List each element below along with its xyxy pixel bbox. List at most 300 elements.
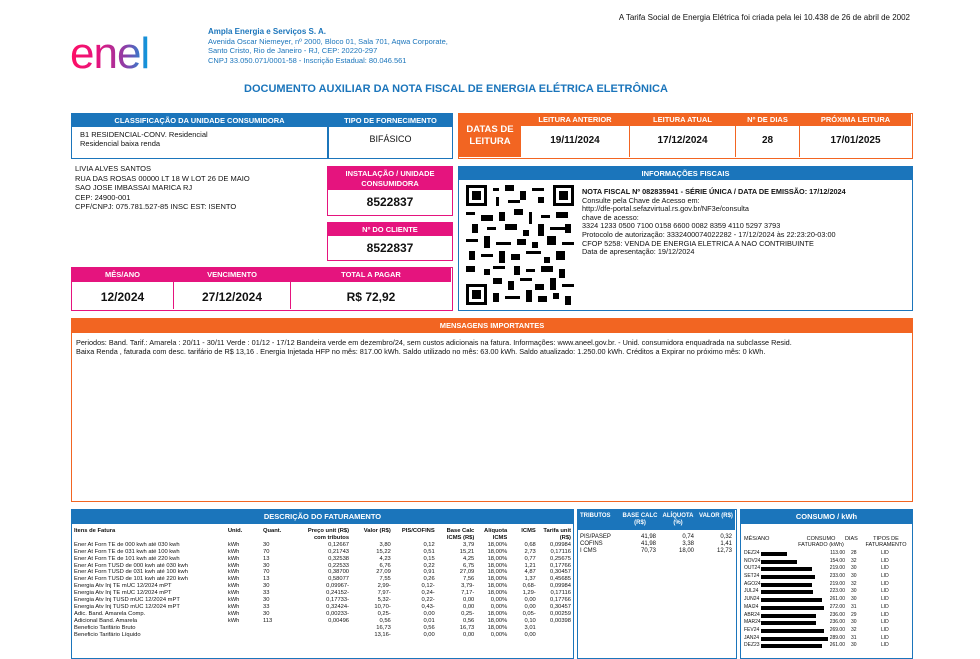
- fat-h4: Valor (R$): [363, 528, 391, 534]
- consumo-dias: 31: [851, 603, 857, 610]
- consumo-value: 261.00: [829, 596, 845, 603]
- consumo-bar: [761, 598, 822, 602]
- table-row: [72, 549, 573, 556]
- fiscais-l2: http://dfe-portal.sefazvirtual.rs.gov.br/NF3e/consulta: [582, 204, 749, 214]
- consumo-tipo: LID: [881, 596, 889, 603]
- fat-cell: 27,09: [376, 569, 391, 576]
- fat-cell: 0,30457: [550, 569, 571, 576]
- cliente-nome: LIVIA ALVES SANTOS: [75, 164, 152, 173]
- company-info: [208, 27, 448, 65]
- fat-cell: 0,01: [423, 617, 435, 624]
- consumo-value: 219.00: [829, 565, 845, 572]
- doc-title: DOCUMENTO AUXILIAR DA NOTA FISCAL DE ENERGIA ELÉTRICA ELETRÔNICA: [244, 83, 668, 95]
- classificacao-box: [71, 113, 328, 159]
- faturamento-label: DESCRIÇÃO DO FATURAMENTO: [72, 510, 573, 524]
- fat-cell: Beneficio Tarifário Líquido: [74, 631, 141, 638]
- tributo-cell: 12,73: [716, 548, 732, 554]
- cliente-endereco2: SAO JOSE IMBASSAI MARICA RJ: [75, 183, 193, 193]
- fat-cell: 0,24152-: [326, 590, 350, 597]
- tributo-cell: 1,41: [720, 541, 732, 547]
- consumo-tipo: LID: [881, 642, 889, 649]
- fat-cell: Ener At Forn TE de 031 kwh até 100 kwh: [74, 548, 180, 555]
- total-label: TOTAL A PAGAR: [291, 268, 451, 282]
- leitura-atual-label: LEITURA ATUAL: [630, 114, 735, 126]
- fat-cell: 0,00%: [490, 631, 508, 638]
- fat-cell: 7,56: [462, 576, 475, 583]
- fat-cell: 0,09984: [550, 541, 571, 548]
- company-address2: Santo Cristo, Rio de Janeiro - RJ, CEP: 20220-297: [208, 46, 378, 55]
- fat-cell: 7,55: [379, 576, 391, 583]
- fat-cell: kWh: [227, 617, 240, 624]
- fat-cell: 13: [262, 555, 270, 562]
- fiscais-l4: 3324 1233 0500 7100 0158 6600 0082 8359 4110 5297 3793: [582, 221, 781, 231]
- table-row: [72, 597, 573, 604]
- fat-cell: 0,32538: [328, 555, 350, 562]
- leitura-title: DATAS DE LEITURA: [459, 114, 521, 157]
- consumo-tipo: LID: [881, 619, 889, 626]
- fat-cell: 1,37: [524, 576, 536, 583]
- consumo-month: DEZ24: [744, 550, 760, 556]
- fat-cell: Energia Atv Inj TE mUC 12/2024 mPT: [74, 583, 172, 590]
- fat-cell: 0,25-: [377, 610, 391, 617]
- consumo-dias: 32: [851, 557, 857, 564]
- fat-cell: 0,17733-: [326, 597, 350, 604]
- fat-cell: 0,58077: [328, 576, 350, 583]
- fat-cell: kWh: [227, 569, 240, 576]
- fat-cell: 3,80: [379, 541, 391, 548]
- fat-cell: 0,12667: [328, 541, 350, 548]
- fat-cell: 70: [262, 548, 270, 555]
- leitura-anterior: 19/11/2024: [550, 135, 600, 146]
- table-row: [72, 576, 573, 583]
- fat-cell: 0,38700: [328, 569, 350, 576]
- fat-cell: Ener At Forn TE de 101 kwh até 220 kwh: [74, 555, 180, 562]
- fat-cell: 18,00%: [487, 562, 508, 569]
- fat-cell: Ener At Forn TUSD de 000 kwh até 030 kwh: [74, 562, 188, 569]
- consumo-dias: 32: [851, 580, 857, 587]
- tributo-cell: 41,98: [640, 541, 656, 547]
- leitura-dias: 28: [761, 135, 774, 146]
- fat-cell: 13: [262, 576, 270, 583]
- consumo-value: 223.00: [829, 588, 845, 595]
- consumo-month: MAR24: [744, 619, 761, 626]
- fat-cell: 0,00: [423, 631, 435, 638]
- consumo-month: SET24: [744, 573, 760, 580]
- tributo-row: [578, 548, 735, 555]
- fat-cell: 33: [262, 603, 270, 610]
- fat-cell: 0,12: [423, 541, 435, 548]
- faturamento-box: [71, 509, 574, 659]
- fiscais-l5: Protocolo de autorização: 3332400074022282 - 17/12/2024 às 22:23:20-03:00: [582, 229, 836, 239]
- consumo-tipo: LID: [881, 557, 889, 564]
- consumo-bar: [761, 583, 812, 587]
- fat-cell: Beneficio Tarifário Bruto: [74, 624, 136, 631]
- consumo-dias: 29: [851, 611, 857, 618]
- tributo-cell: COFINS: [580, 541, 603, 547]
- fat-cell: 0,43-: [421, 603, 435, 610]
- mensagens-label: MENSAGENS IMPORTANTES: [72, 319, 912, 333]
- svg-text:enel: enel: [70, 29, 150, 76]
- consumo-row: [741, 573, 911, 581]
- cliente-cpf: CPF/CNPJ: 075.781.527-85 INSC EST: ISENTO: [75, 202, 237, 212]
- instalacao-value: 8522837: [366, 195, 414, 209]
- fat-h8: ICMS: [521, 528, 536, 534]
- fat-cell: kWh: [227, 548, 240, 555]
- fat-cell: 0,00%: [490, 597, 508, 604]
- tributo-cell: I CMS: [580, 548, 597, 554]
- fat-cell: kWh: [227, 590, 240, 597]
- fat-cell: 27,09: [459, 569, 475, 576]
- tributos-rows: [578, 534, 735, 555]
- fat-cell: 0,00259: [550, 610, 571, 617]
- fat-cell: Ener At Forn TUSD de 101 kwh até 220 kwh: [74, 576, 188, 583]
- mensagens-box: [71, 318, 913, 502]
- fat-cell: 0,09984: [550, 583, 571, 590]
- fiscais-box: [458, 166, 913, 311]
- fiscais-l1: Consulte pela Chave de Acesso em:: [582, 195, 700, 205]
- fat-cell: [538, 625, 573, 632]
- consumo-tipo: LID: [881, 550, 889, 556]
- fiscais-l7: Data de apresentação: 19/12/2024: [582, 247, 695, 257]
- fat-cell: 0,24-: [421, 590, 435, 597]
- fat-cell: kWh: [227, 576, 240, 583]
- fat-h2: Quant.: [262, 528, 282, 534]
- fat-cell: kWh: [227, 610, 240, 617]
- fat-cell: 0,22-: [421, 597, 435, 604]
- fat-h6: Base Calc ICMS (R$): [446, 528, 475, 541]
- fat-cell: 30: [262, 583, 270, 590]
- consumo-tipo: LID: [881, 603, 889, 610]
- fat-cell: kWh: [227, 562, 240, 569]
- tributos-box: [577, 509, 737, 659]
- fat-cell: 18,00%: [487, 583, 508, 590]
- fiscais-l6: CFOP 5258: VENDA DE ENERGIA ELETRICA A NAO CONTRIBUINTE: [582, 238, 814, 248]
- num-cliente-label: Nº DO CLIENTE: [328, 223, 452, 236]
- fat-cell: 0,17766: [550, 562, 571, 569]
- fat-cell: 0,15: [423, 555, 435, 562]
- table-row: [72, 569, 573, 576]
- fat-cell: 0,12-: [421, 583, 435, 590]
- consumo-dias: 30: [851, 642, 857, 649]
- consumo-bar: [761, 621, 816, 625]
- fat-cell: 2,73: [524, 548, 536, 555]
- consumo-dias: 30: [851, 573, 857, 580]
- fat-cell: 30: [262, 541, 270, 548]
- fat-cell: 0,30457: [550, 603, 571, 610]
- fat-cell: 0,32424-: [326, 603, 350, 610]
- fat-cell: 0,00: [423, 610, 435, 617]
- classificacao-line2: Residencial baixa renda: [80, 139, 161, 148]
- consumo-tipo: LID: [881, 580, 889, 587]
- consumo-row: [741, 588, 911, 596]
- fat-cell: 18,00%: [487, 617, 508, 624]
- consumo-row: [741, 642, 911, 650]
- fornecimento-box: [328, 113, 453, 159]
- total-value: R$ 72,92: [346, 290, 396, 304]
- consumo-bar: [761, 567, 812, 571]
- fat-cell: 0,00: [524, 631, 536, 638]
- consumo-bar: [761, 590, 813, 594]
- consumo-tipo: LID: [881, 611, 889, 618]
- tributo-cell: 3,38: [682, 541, 694, 547]
- fat-cell: 6,75: [462, 562, 475, 569]
- fat-cell: 0,00398: [550, 617, 571, 624]
- fornecimento-value: BIFÁSICO: [369, 134, 412, 144]
- consumo-tipo: LID: [881, 626, 889, 633]
- consumo-bar: [761, 575, 815, 579]
- table-row: [72, 632, 573, 639]
- consumo-tipo: LID: [881, 573, 889, 580]
- fiscais-label: INFORMAÇÕES FISCAIS: [459, 167, 912, 180]
- mensagens-text1: Periodos: Band. Tarif.: Amarela : 20/11 - 30/11 Verde : 01/12 - 17/12 Bandeira verde em dezembro/24, sem custos adicionais na fatura. Informações: www.aneel.gov.br. - Unid. consumidora enquadrada na subclasse Resid.: [76, 338, 792, 347]
- consumo-month: OUT24: [744, 565, 761, 572]
- fat-cell: 3,79-: [461, 583, 475, 590]
- consumo-tipo: LID: [881, 565, 889, 572]
- company-address1: Avenida Oscar Niemeyer, nº 2000, Bloco 01, Sala 701, Aqwa Corporate,: [208, 36, 448, 46]
- cliente-info: [75, 164, 250, 212]
- consumo-tipo: LID: [881, 588, 889, 595]
- fat-cell: 0,00: [524, 597, 536, 604]
- tarifa-social-note: A Tarifa Social de Energia Elétrica foi criada pela lei 10.438 de 26 de abril de 2002: [618, 13, 910, 22]
- fat-cell: Energia Atv Inj TE mUC 12/2024 mPT: [74, 590, 172, 597]
- consumo-box: [740, 509, 913, 659]
- fat-cell: 6,76: [379, 562, 391, 569]
- consumo-month: JUN24: [744, 596, 760, 603]
- consumo-row: [741, 581, 911, 589]
- consumo-month: JAN24: [744, 634, 760, 641]
- fat-cell: Energia Atv Inj TUSD mUC 12/2024 mPT: [74, 603, 180, 610]
- fat-cell: 10,70-: [374, 603, 391, 610]
- fat-cell: 30: [262, 597, 270, 604]
- leitura-atual: 17/12/2024: [657, 135, 708, 146]
- tributo-cell: 70,73: [640, 548, 656, 554]
- consumo-value: 269.00: [829, 626, 845, 633]
- consumo-bar: [761, 552, 787, 556]
- table-row: [72, 556, 573, 563]
- fat-cell: Ener At Forn TUSD de 031 kwh até 100 kwh: [74, 569, 188, 576]
- trib-h1: BASE CALC (R$): [622, 513, 658, 526]
- fat-cell: 0,00: [462, 597, 475, 604]
- fat-cell: 0,00: [462, 603, 475, 610]
- consumo-bar: [761, 560, 797, 564]
- consumo-bar: [761, 644, 822, 648]
- consumo-bar: [761, 637, 828, 641]
- vencimento-value: 27/12/2024: [201, 290, 263, 304]
- fat-cell: 5,32-: [377, 597, 391, 604]
- fat-cell: 0,45685: [550, 576, 571, 583]
- fat-cell: 18,00%: [487, 610, 508, 617]
- classificacao-line1: B1 RESIDENCIAL-CONV. Residencial: [80, 130, 208, 139]
- consumo-row: [741, 612, 911, 620]
- fat-cell: 0,25-: [461, 610, 475, 617]
- fat-cell: Adicional Band. Amarela: [74, 617, 138, 624]
- fat-cell: 18,00%: [487, 569, 508, 576]
- consumo-month: NOV24: [744, 557, 761, 564]
- fat-cell: [226, 625, 261, 632]
- fat-cell: 0,68: [524, 541, 536, 548]
- consumo-bar: [761, 614, 816, 618]
- fat-cell: 0,25675: [550, 555, 571, 562]
- fat-cell: 4,87: [524, 569, 536, 576]
- fat-cell: 0,26: [423, 576, 435, 583]
- consumo-value: 113.00: [830, 550, 845, 556]
- fat-cell: 7,97-: [377, 590, 391, 597]
- num-cliente-value: 8522837: [366, 241, 414, 255]
- consumo-value: 236.00: [829, 619, 845, 626]
- pagamento-box: [71, 267, 453, 311]
- consumo-dias: 28: [851, 550, 857, 556]
- consumo-month: MAI24: [744, 603, 759, 610]
- fat-cell: 0,91: [423, 569, 435, 576]
- consumo-dias: 30: [851, 565, 857, 572]
- consumo-value: 154.00: [829, 557, 845, 564]
- fat-cell: 0,17116: [550, 548, 571, 555]
- fat-cell: [296, 625, 351, 632]
- tributo-cell: PIS/PASEP: [580, 534, 611, 540]
- fat-cell: [261, 625, 296, 632]
- num-cliente-box: [327, 222, 453, 261]
- consumo-value: 289.00: [829, 634, 845, 641]
- consumo-bar: [761, 606, 824, 610]
- fat-cell: 3,01: [524, 624, 536, 631]
- tributo-row: [578, 534, 735, 541]
- classificacao-label: CLASSIFICAÇÃO DA UNIDADE CONSUMIDORA: [72, 114, 327, 127]
- fat-cell: 70: [262, 569, 270, 576]
- consumo-row: [741, 604, 911, 612]
- tributo-cell: 0,74: [682, 534, 694, 540]
- fiscais-text: [582, 188, 910, 257]
- fat-cell: 0,05-: [522, 610, 536, 617]
- fat-cell: 16,73: [459, 624, 475, 631]
- consumo-dias: 31: [851, 634, 857, 641]
- table-row: [72, 563, 573, 570]
- fat-cell: 18,00%: [487, 555, 508, 562]
- mensagens-text2: Baixa Renda , faturada com desc. tarifário de R$ 13,16 . Energia Injetada HFP no mês: 817.00 kWh. Saldo utilizado no mês: 63.00 kWh. Saldo atualizado: 1.250.00 kWh. Créditos a Expirar no próximo mês: 0 kWh.: [76, 347, 766, 357]
- fat-cell: [226, 632, 261, 639]
- fat-cell: 1,29-: [522, 590, 536, 597]
- fat-cell: 0,00: [462, 631, 475, 638]
- tributo-cell: 18,00: [678, 548, 694, 554]
- trib-h0: TRIBUTOS: [580, 513, 611, 519]
- fat-cell: 4,23: [379, 555, 391, 562]
- mes-value: 12/2024: [100, 290, 145, 304]
- fat-cell: 15,22: [376, 548, 391, 555]
- fat-cell: 13,16-: [374, 631, 391, 638]
- consumo-dias: 32: [851, 626, 857, 633]
- table-row: [72, 542, 573, 549]
- tributo-cell: 41,98: [640, 534, 656, 540]
- trib-h3: VALOR (R$): [699, 513, 733, 519]
- faturamento-header: [72, 528, 573, 542]
- tributo-cell: 0,32: [720, 534, 732, 540]
- consumo-value: 219.00: [829, 580, 845, 587]
- consumo-month: AGO24: [744, 580, 761, 587]
- consumo-dias: 30: [851, 588, 857, 595]
- qr-code: [466, 185, 574, 305]
- consumo-dias: 30: [851, 596, 857, 603]
- leitura-dias-label: Nº DE DIAS: [736, 114, 799, 126]
- fat-cell: 0,00233-: [326, 610, 350, 617]
- consumo-row: [741, 550, 911, 558]
- fat-cell: 0,00%: [490, 603, 508, 610]
- fat-cell: 30: [262, 610, 270, 617]
- fat-h7: Alíquota ICMS: [484, 528, 508, 541]
- fat-cell: 4,25: [462, 555, 475, 562]
- fat-cell: 0,17766: [550, 597, 571, 604]
- faturamento-table: [72, 528, 573, 639]
- table-row: [72, 583, 573, 590]
- consumo-month: FEV24: [744, 626, 760, 633]
- enel-logo: [70, 28, 182, 76]
- consumo-label: CONSUMO / kWh: [741, 510, 912, 524]
- consumo-value: 236.00: [829, 611, 845, 618]
- fat-cell: 1,21: [524, 562, 536, 569]
- fat-cell: kWh: [227, 603, 240, 610]
- cons-h2: DIAS: [845, 536, 858, 542]
- vencimento-label: VENCIMENTO: [174, 268, 290, 282]
- fiscais-l3: chave de acesso:: [582, 212, 639, 222]
- consumo-value: 261.00: [829, 642, 845, 649]
- consumo-value: 233.00: [829, 573, 845, 580]
- cons-h3: TIPOS DE FATURAMENTO: [865, 536, 907, 548]
- mes-label: MÊS/ANO: [72, 268, 173, 282]
- consumo-row: [741, 627, 911, 635]
- leitura-proxima-label: PRÓXIMA LEITURA: [800, 114, 911, 126]
- fat-cell: Adic. Band. Amarela Comp.: [74, 610, 146, 617]
- fat-cell: 0,51: [423, 548, 435, 555]
- fat-cell: 7,17-: [461, 590, 475, 597]
- fat-cell: 15,21: [459, 548, 475, 555]
- fat-cell: 0,22: [423, 562, 435, 569]
- company-cnpj: CNPJ 33.050.071/0001-58 - Inscrição Estadual: 80.046.561: [208, 55, 407, 65]
- fat-h3: Preço unit (R$) com tributos: [307, 528, 350, 541]
- fat-cell: 0,09967-: [326, 583, 350, 590]
- fat-cell: 2,99-: [377, 583, 391, 590]
- fat-cell: [538, 632, 573, 639]
- fat-cell: 0,77: [524, 555, 536, 562]
- consumo-value: 272.00: [829, 603, 845, 610]
- fat-cell: kWh: [227, 583, 240, 590]
- fat-cell: kWh: [227, 555, 240, 562]
- fat-cell: 18,00%: [487, 576, 508, 583]
- fat-cell: 0,10: [524, 617, 536, 624]
- consumo-row: [741, 635, 911, 643]
- consumo-row: [741, 596, 911, 604]
- fat-cell: 0,21743: [328, 548, 350, 555]
- fat-cell: 33: [262, 590, 270, 597]
- fat-h1: Unid.: [227, 528, 243, 534]
- consumo-row: [741, 565, 911, 573]
- cliente-cep: CEP: 24900-001: [75, 192, 131, 202]
- fat-cell: 0,00496: [328, 617, 350, 624]
- fat-cell: 30: [262, 562, 270, 569]
- fat-cell: 18,00%: [487, 541, 508, 548]
- company-name: Ampla Energia e Serviços S. A.: [208, 27, 326, 36]
- fat-cell: 0,56: [423, 624, 435, 631]
- fornecimento-label: TIPO DE FORNECIMENTO: [329, 114, 452, 127]
- fat-cell: 113: [262, 617, 273, 624]
- fat-cell: 0,56: [379, 617, 391, 624]
- trib-h2: ALÍQUOTA (%): [662, 513, 694, 526]
- cons-h0: MÊS/ANO: [744, 536, 770, 542]
- fat-h9: Tarifa unit (R$): [543, 528, 571, 541]
- fat-cell: 16,73: [376, 624, 391, 631]
- fat-cell: 0,56: [462, 617, 475, 624]
- consumo-row: [741, 619, 911, 627]
- table-row: [72, 625, 573, 632]
- fat-cell: 18,00%: [487, 590, 508, 597]
- fat-cell: 0,00: [524, 603, 536, 610]
